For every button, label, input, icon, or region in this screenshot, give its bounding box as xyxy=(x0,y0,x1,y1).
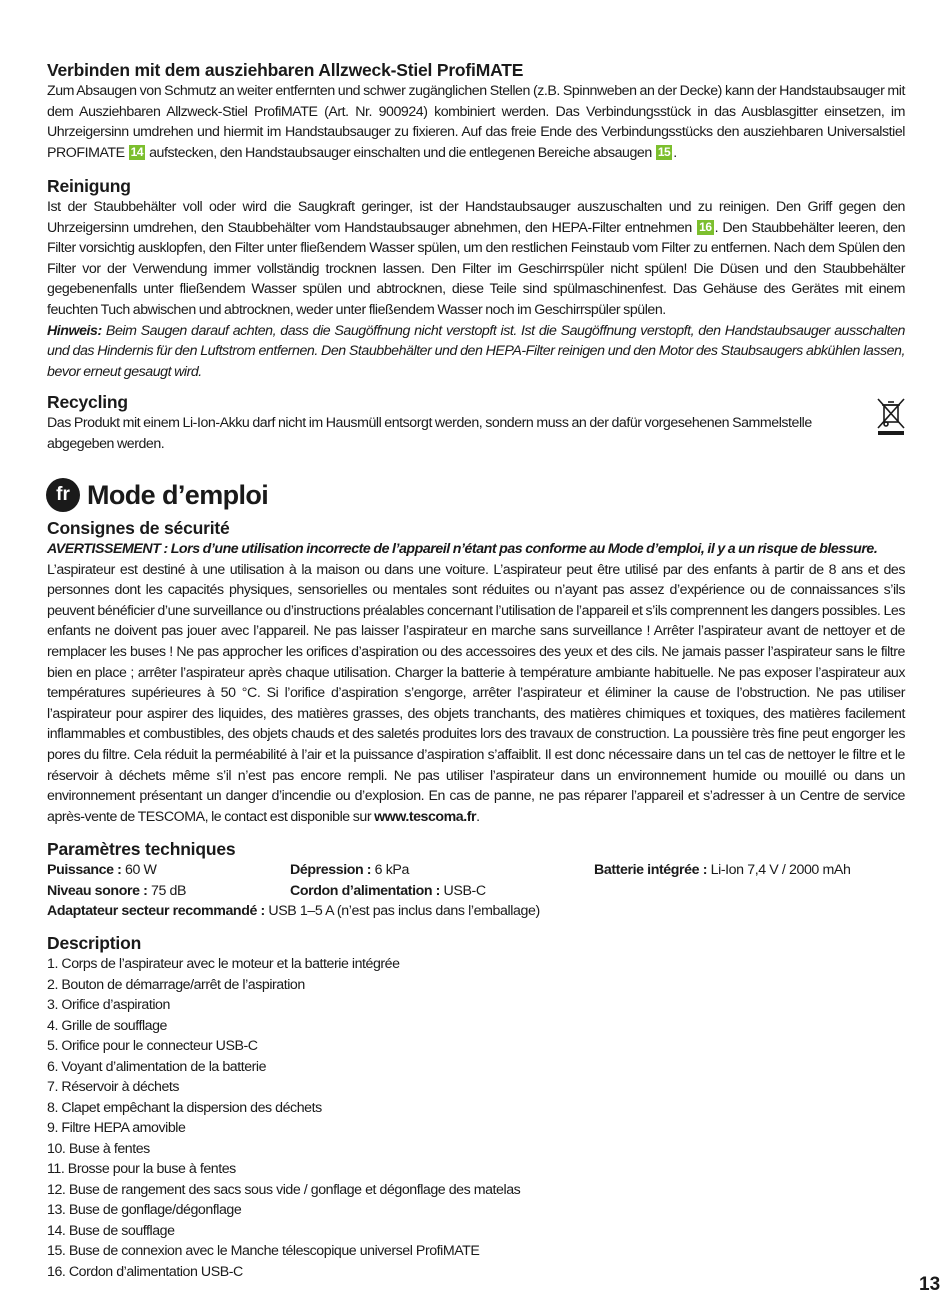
section-recycling xyxy=(47,391,867,454)
description-item: 6. Voyant d’alimentation de la batterie xyxy=(47,1058,267,1075)
website-link[interactable]: www.tescoma.fr xyxy=(374,808,477,825)
section-description xyxy=(47,932,905,1282)
description-item: 1. Corps de l’aspirateur avec le moteur et la batterie intégrée xyxy=(47,956,400,972)
description-item: 7. Réservoir à déchets xyxy=(47,1079,180,1095)
cleaning-heading: Reinigung xyxy=(47,176,131,196)
description-item: 8. Clapet empêchant la dispersion des déchets xyxy=(47,1099,322,1116)
description-item: 4. Grille de soufflage xyxy=(47,1017,167,1034)
cleaning-note: Hinweis: Beim Saugen darauf achten, dass die Saugöffnung nicht verstopft ist. Ist die Saugöffnung verstopft, den Handstaubsauger ausschalten und das Hindernis für den Luftstrom entfernen. Den Staubbehälter und den HEPA-Filter reinigen und den Motor des Staubsaugers abkühlen lassen, bevor erneut gesaugt wird. xyxy=(47,322,905,380)
connect-heading: Verbinden mit dem ausziehbaren Allzweck-Stiel ProfiMATE xyxy=(47,60,524,80)
safety-heading: Consignes de sécurité xyxy=(47,518,230,538)
specs-row xyxy=(47,901,905,922)
description-item: 11. Brosse pour la buse à fentes xyxy=(47,1161,236,1177)
section-cleaning xyxy=(47,175,905,382)
description-item: 10. Buse à fentes xyxy=(47,1140,150,1157)
spec-power: Puissance : 60 W xyxy=(47,862,157,878)
spec-cord: Cordon d’alimentation : USB-C xyxy=(290,882,486,899)
page-number: 13 xyxy=(919,1274,941,1295)
note-label: Hinweis: xyxy=(47,322,102,339)
spec-noise: Niveau sonore : 75 dB xyxy=(47,882,187,899)
description-item: 5. Orifice pour le connecteur USB-C xyxy=(47,1038,258,1054)
figure-ref-badge: 15 xyxy=(657,144,671,159)
specs-row xyxy=(47,860,905,881)
description-heading: Description xyxy=(47,933,142,953)
spec-adapter: Adaptateur secteur recommandé : USB 1–5 A (n’est pas inclus dans l’emballage) xyxy=(47,903,540,920)
specs-table xyxy=(47,860,905,922)
section-safety xyxy=(47,517,905,827)
fr-title: Mode d’emploi xyxy=(87,479,269,510)
description-item: 15. Buse de connexion avec le Manche télescopique universel ProfiMATE xyxy=(47,1243,480,1259)
description-item: 13. Buse de gonflage/dégonflage xyxy=(47,1202,242,1218)
recycling-heading: Recycling xyxy=(47,392,128,412)
fr-section-header xyxy=(46,478,268,512)
description-list xyxy=(47,954,905,1282)
description-item: 14. Buse de soufflage xyxy=(47,1222,175,1239)
description-item: 9. Filtre HEPA amovible xyxy=(47,1120,186,1136)
description-item: 3. Orifice d’aspiration xyxy=(47,997,170,1013)
figure-ref-badge: 14 xyxy=(130,144,144,159)
safety-paragraph: L’aspirateur est destiné à une utilisation à la maison ou dans une voiture. L’aspirateur peut être utilisé par des enfants à partir de 8 ans et des personnes dont les capacités physiques, sensorielles ou mentales sont réduites ou n’ayant pas assez d’expérience ou de connaissances s’ils peuvent bénéficier d’une surveillance ou d’instructions préalables concernant l’utilisation de l’appareil et s’ils comprennent les dangers possibles. Les enfants ne doivent pas jouer avec l’appareil. Ne pas laisser l’aspirateur en marche sans surveillance ! Arrêter l’aspirateur avant de nettoyer et de remplacer les buses ! Ne pas approcher les orifices d’aspiration ou des accessoires des yeux et des cils. Ne jamais passer l’aspirateur sans le filtre bien en place ; arrêter l’aspirateur après chaque utilisation. Charger la batterie à température ambiante habituelle. Ne pas exposer l’aspirateur aux températures supérieures à 50 °C. Si l’orifice d’aspiration s’engorge, arrêter l’aspirateur et éliminer la cause de l’obstruction. Ne pas utiliser l’aspirateur pour aspirer des liquides, des matières grasses, des objets tranchants, des matières chimiques et toxiques, des matières facilement inflammables et combustibles, des objets chauds et des saletés produites lors des travaux de construction. La poussière très fine peut engorger les pores du filtre. Cela réduit la perméabilité à l’air et la puissance d’aspiration s’affaiblit. Il est donc nécessaire dans un tel cas de nettoyer le filtre et le réservoir à déchets même s’il n’est pas encore rempli. Ne pas utiliser l’aspirateur dans un environnement humide ou mouillé ou dans un environnement présentant un danger d’incendie ou d’explosion. En cas de panne, ne pas réparer l’appareil et s’adresser à un Centre de service après-vente de TESCOMA, le contact est disponible sur www.tescoma.fr. xyxy=(47,561,905,825)
connect-paragraph: Zum Absaugen von Schmutz an weiter entfernten und schwer zugänglichen Stellen (z.B. Spinnweben an der Decke) kann der Handstaubsauger mit dem Ausziehbaren Allzweck-Stiel ProfiMATE (Art. Nr. 900924) kombiniert werden. Das Verbindungsstück in das Ausblasgitter einsetzen, im Uhrzeigersinn umdrehen und hiermit im Handstaubsauger zu fixieren. Auf das freie Ende des Verbindungsstücks den ausziehbaren Universalstiel PROFIMATE 14 aufstecken, den Handstaubsauger einschalten und die entlegenen Bereiche absaugen 15 . xyxy=(47,83,905,161)
recycling-paragraph: Das Produkt mit einem Li-Ion-Akku darf nicht im Hausmüll entsorgt werden, sondern muss an der dafür vorgesehenen Sammelstelle abgegeben werden. xyxy=(47,415,812,452)
figure-ref-badge: 16 xyxy=(699,219,712,234)
specs-row xyxy=(47,881,905,902)
cleaning-paragraph: Ist der Staubbehälter voll oder wird die Saugkraft geringer, ist der Handstaubsauger auszuschalten und zu reinigen. Den Griff gegen den Uhrzeigersinn umdrehen, den Staubbehälter vom Handstaubsauger abnehmen, den HEPA-Filter entnehmen 16 . Den Staubbehälter leeren, den Filter vorsichtig ausklopfen, den Filter unter fließendem Wasser spülen, um den restlichen Feinstaub vom Filter zu entfernen. Nach dem Spülen den Filter vor der Verwendung immer vollständig trocknen lassen. Den Filter im Geschirrspüler nicht spülen! Die Düsen und den Staubbehälter gegebenenfalls unter fließendem Wasser spülen und abtrocknen, diese Teile sind spülmaschinenfest. Das Gehäuse des Gerätes mit einem feuchten Tuch abwischen und abtrocknen, weder unter fließendem Wasser noch im Geschirrspüler spülen. xyxy=(47,199,906,318)
specs-heading: Paramètres techniques xyxy=(47,839,236,859)
safety-warning: AVERTISSEMENT : Lors d’une utilisation incorrecte de l’appareil n’étant pas conforme au Mode d’emploi, il y a un risque de blessure. xyxy=(47,541,878,557)
section-specs-heading xyxy=(47,838,905,860)
description-item: 2. Bouton de démarrage/arrêt de l’aspiration xyxy=(47,976,305,993)
spec-battery: Batterie intégrée : Li-Ion 7,4 V / 2000 mAh xyxy=(594,862,851,878)
description-item: 12. Buse de rangement des sacs sous vide / gonflage et dégonflage des matelas xyxy=(47,1181,521,1198)
crossed-out-wheelie-bin-icon xyxy=(875,396,907,436)
spec-depression: Dépression : 6 kPa xyxy=(290,862,409,878)
language-badge-fr: fr xyxy=(46,478,80,512)
description-item: 16. Cordon d’alimentation USB-C xyxy=(47,1263,243,1280)
section-connect xyxy=(47,59,905,163)
